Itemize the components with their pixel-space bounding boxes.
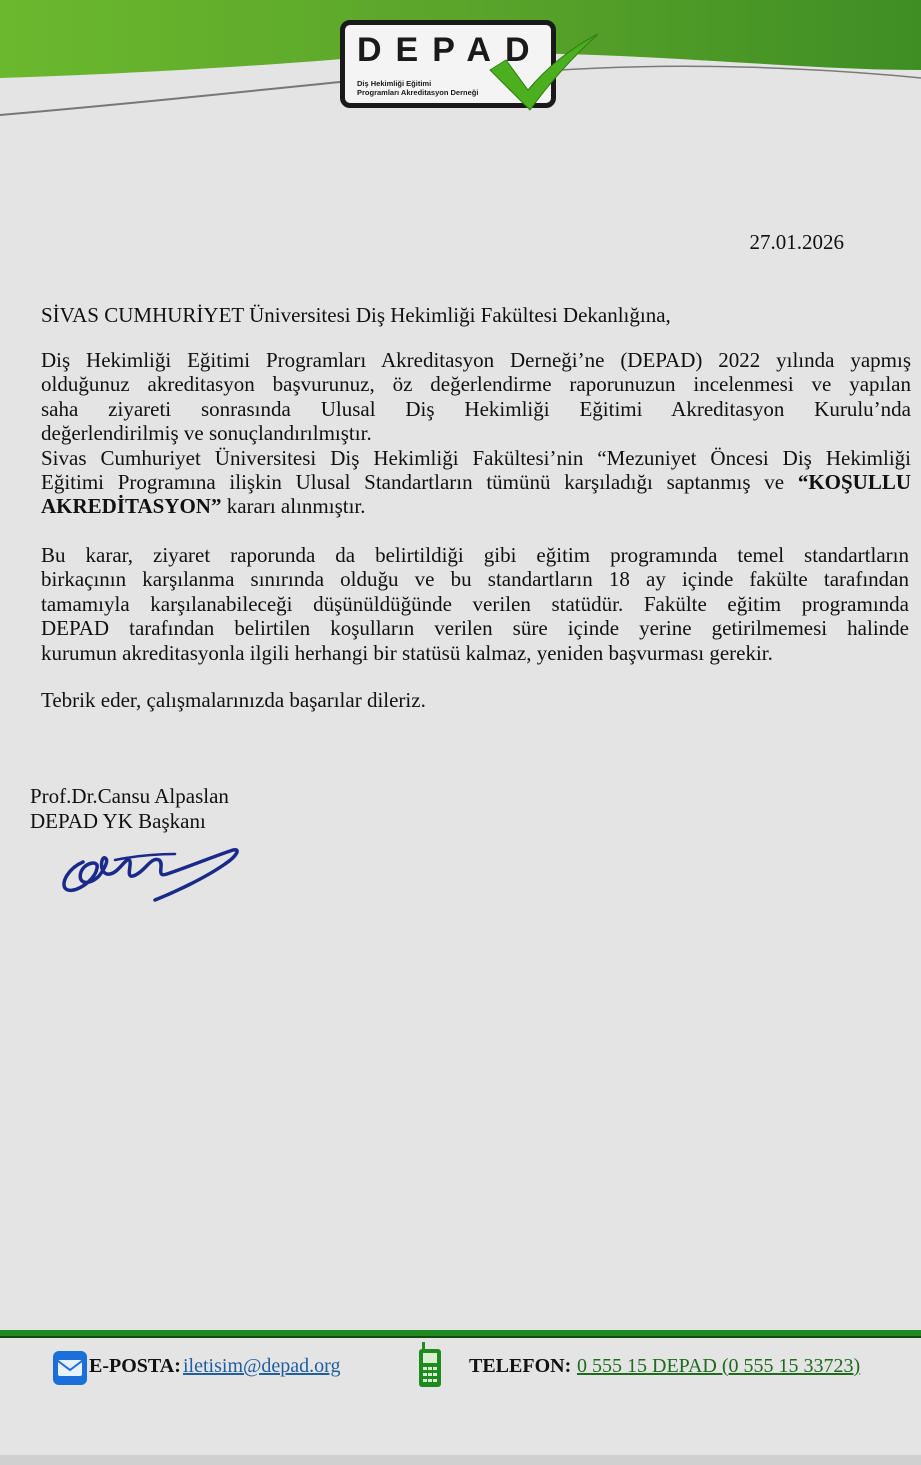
closing-line: Tebrik eder, çalışmalarınızda başarılar dileriz. [41,688,426,712]
handwritten-signature [55,838,255,908]
signer-name: Prof.Dr.Cansu Alpaslan [30,784,229,808]
paragraph-3 [41,688,911,712]
checkmark-icon [486,30,601,112]
text-line: Diş Hekimliği Eğitimi Programları Akreditasyon Derneği’ne (DEPAD) 2022 yılında yapmış [41,348,911,372]
email-link[interactable]: iletisim@depad.org [183,1355,341,1377]
bottom-bar [0,1455,921,1465]
phone-link[interactable]: 0 555 15 DEPAD (0 555 15 33723) [577,1355,861,1377]
email-label: E-POSTA: [89,1355,181,1377]
letter-date: 27.01.2026 [749,230,844,254]
text-line: kurumun akreditasyonla ilgili herhangi bir statüsü kalmaz, yeniden başvurması gerekir. [41,640,773,665]
salutation: SİVAS CUMHURİYET Üniversitesi Diş Hekimliği Fakültesi Dekanlığına, [41,303,671,327]
bold-decision-2: AKREDİTASYON” [41,494,222,519]
text-line: Eğitimi Programına ilişkin Ulusal Standartların tümünü karşıladığı saptanmış ve “KOŞULLU [41,470,912,495]
phone-icon [418,1342,442,1388]
text-line: birkaçının karşılanma sınırında olduğu ve bu standartların 18 ay içinde fakülte tarafından [41,567,909,592]
phone-label: TELEFON: [469,1355,572,1377]
text-line: tamamıyla karşılanabileceği düşünüldüğünde verilen statüdür. Fakülte eğitim programında [41,591,909,616]
logo-wordmark: DEPAD [357,31,544,69]
bold-decision: “KOŞULLU [797,470,912,495]
text-line: Bu karar, ziyaret raporunda da belirtildiği gibi eğitim programında temel standartların [41,543,909,567]
signer-block [30,784,229,834]
text-line: saha ziyareti sonrasında Ulusal Diş Hekimliği Eğitimi Akreditasyon Kurulu’nda [41,396,911,421]
footer-contact [0,1340,921,1400]
paragraph-2 [41,543,909,665]
signer-title: DEPAD YK Başkanı [30,809,206,833]
mail-icon [52,1350,88,1386]
text-line: AKREDİTASYON” kararı alınmıştır. [41,494,366,519]
paragraph-1 [41,348,911,519]
text-line: olduğunuz akreditasyon başvurunuz, öz değerlendirme raporunuzun incelenmesi ve yapılan [41,372,911,397]
text-line: Sivas Cumhuriyet Üniversitesi Diş Hekimliği Fakültesi’nin “Mezuniyet Öncesi Diş Hekimliği [41,445,911,470]
text-line: DEPAD tarafından belirtilen koşulların verilen süre içinde yerine getirilmemesi halinde [41,616,909,641]
text-line: değerlendirilmiş ve sonuçlandırılmıştır. [41,421,372,446]
footer-divider [0,1330,921,1340]
logo-subtitle: Diş Hekimliği Eğitimi Programları Akreditasyon Derneği [357,79,479,97]
